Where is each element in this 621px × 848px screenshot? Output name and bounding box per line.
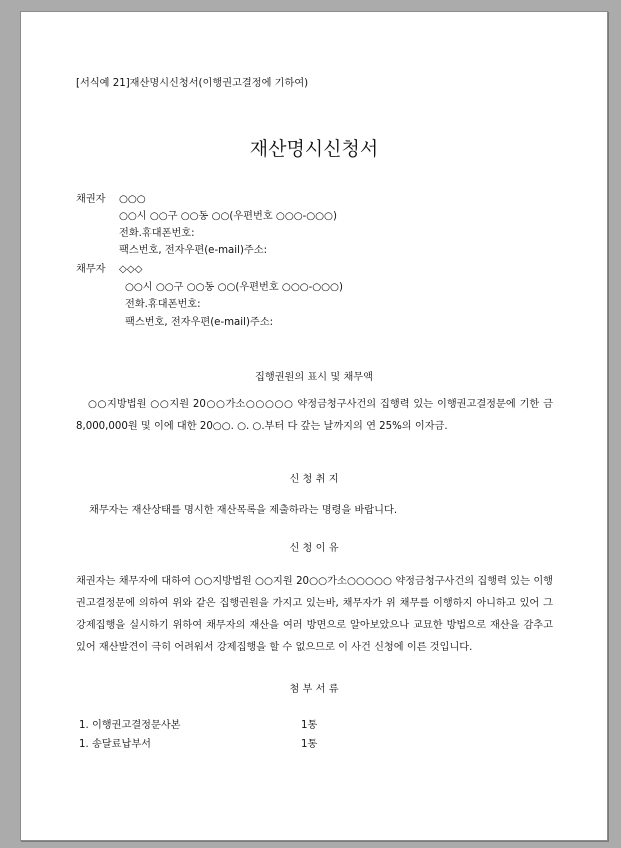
form-label: [서식예 21]재산명시신청서(이행권고결정에 기하여) <box>76 78 309 89</box>
reason-heading: 신 청 이 유 <box>289 543 339 554</box>
creditor-address: ○○시 ○○구 ○○동 ○○(우편번호 ○○○-○○○) <box>119 211 337 222</box>
debtor-name: ◇◇◇ <box>119 264 143 275</box>
attachment-item <box>79 721 339 731</box>
attachment-count: 1통 <box>301 720 318 731</box>
purpose-body: 채무자는 재산상태를 명시한 재산목록을 제출하라는 명령을 바랍니다. <box>89 505 398 516</box>
debtor-label: 채무자 <box>76 264 106 275</box>
creditor-fax-label: 팩스번호, 전자우편(e-mail)주소: <box>119 245 268 256</box>
attachment-count: 1통 <box>301 739 318 750</box>
document-page <box>20 11 608 841</box>
document-title: 재산명시신청서 <box>249 138 379 160</box>
attachments-heading: 첨 부 서 류 <box>289 684 339 695</box>
creditor-label: 채권자 <box>76 194 106 205</box>
creditor-name: ○○○ <box>119 194 146 205</box>
attachment-item <box>79 740 339 750</box>
enforcement-body: ○○지방법원 ○○지원 20○○가소○○○○○ 약정금청구사건의 집행력 있는 이행권고결정문에 기한 금 8,000,000원 및 이에 대한 20○○. ○. ○.부터 다 갚는 날까지의 연 25%의 이자금. <box>76 399 553 432</box>
creditor-phone-label: 전화.휴대폰번호: <box>119 228 195 239</box>
debtor-fax-label: 팩스번호, 전자우편(e-mail)주소: <box>125 317 274 328</box>
debtor-phone-label: 전화.휴대폰번호: <box>125 299 201 310</box>
enforcement-heading: 집행권원의 표시 및 채무액 <box>255 372 373 383</box>
debtor-address: ○○시 ○○구 ○○동 ○○(우편번호 ○○○-○○○) <box>125 282 343 293</box>
purpose-heading: 신 청 취 지 <box>289 474 339 485</box>
attachment-label: 1. 송달료납부서 <box>79 739 152 750</box>
reason-body: 채권자는 채무자에 대하여 ○○지방법원 ○○지원 20○○가소○○○○○ 약정금청구사건의 집행력 있는 이행권고결정문에 의하여 위와 같은 집행권원을 가지고 있는바, 채무자가 위 채무를 이행하지 아니하고 있어 그 강제집행을 실시하기 위하여 채무자의 재산을 여러 방면으로 알아보았으나 교묘한 방법으로 재산을 감추고 있어 재산발견이 극히 어려워서 강제집행을 할 수 없으므로 이 사건 신청에 이른 것입니다. <box>76 576 553 653</box>
attachment-label: 1. 이행권고결정문사본 <box>79 720 181 731</box>
